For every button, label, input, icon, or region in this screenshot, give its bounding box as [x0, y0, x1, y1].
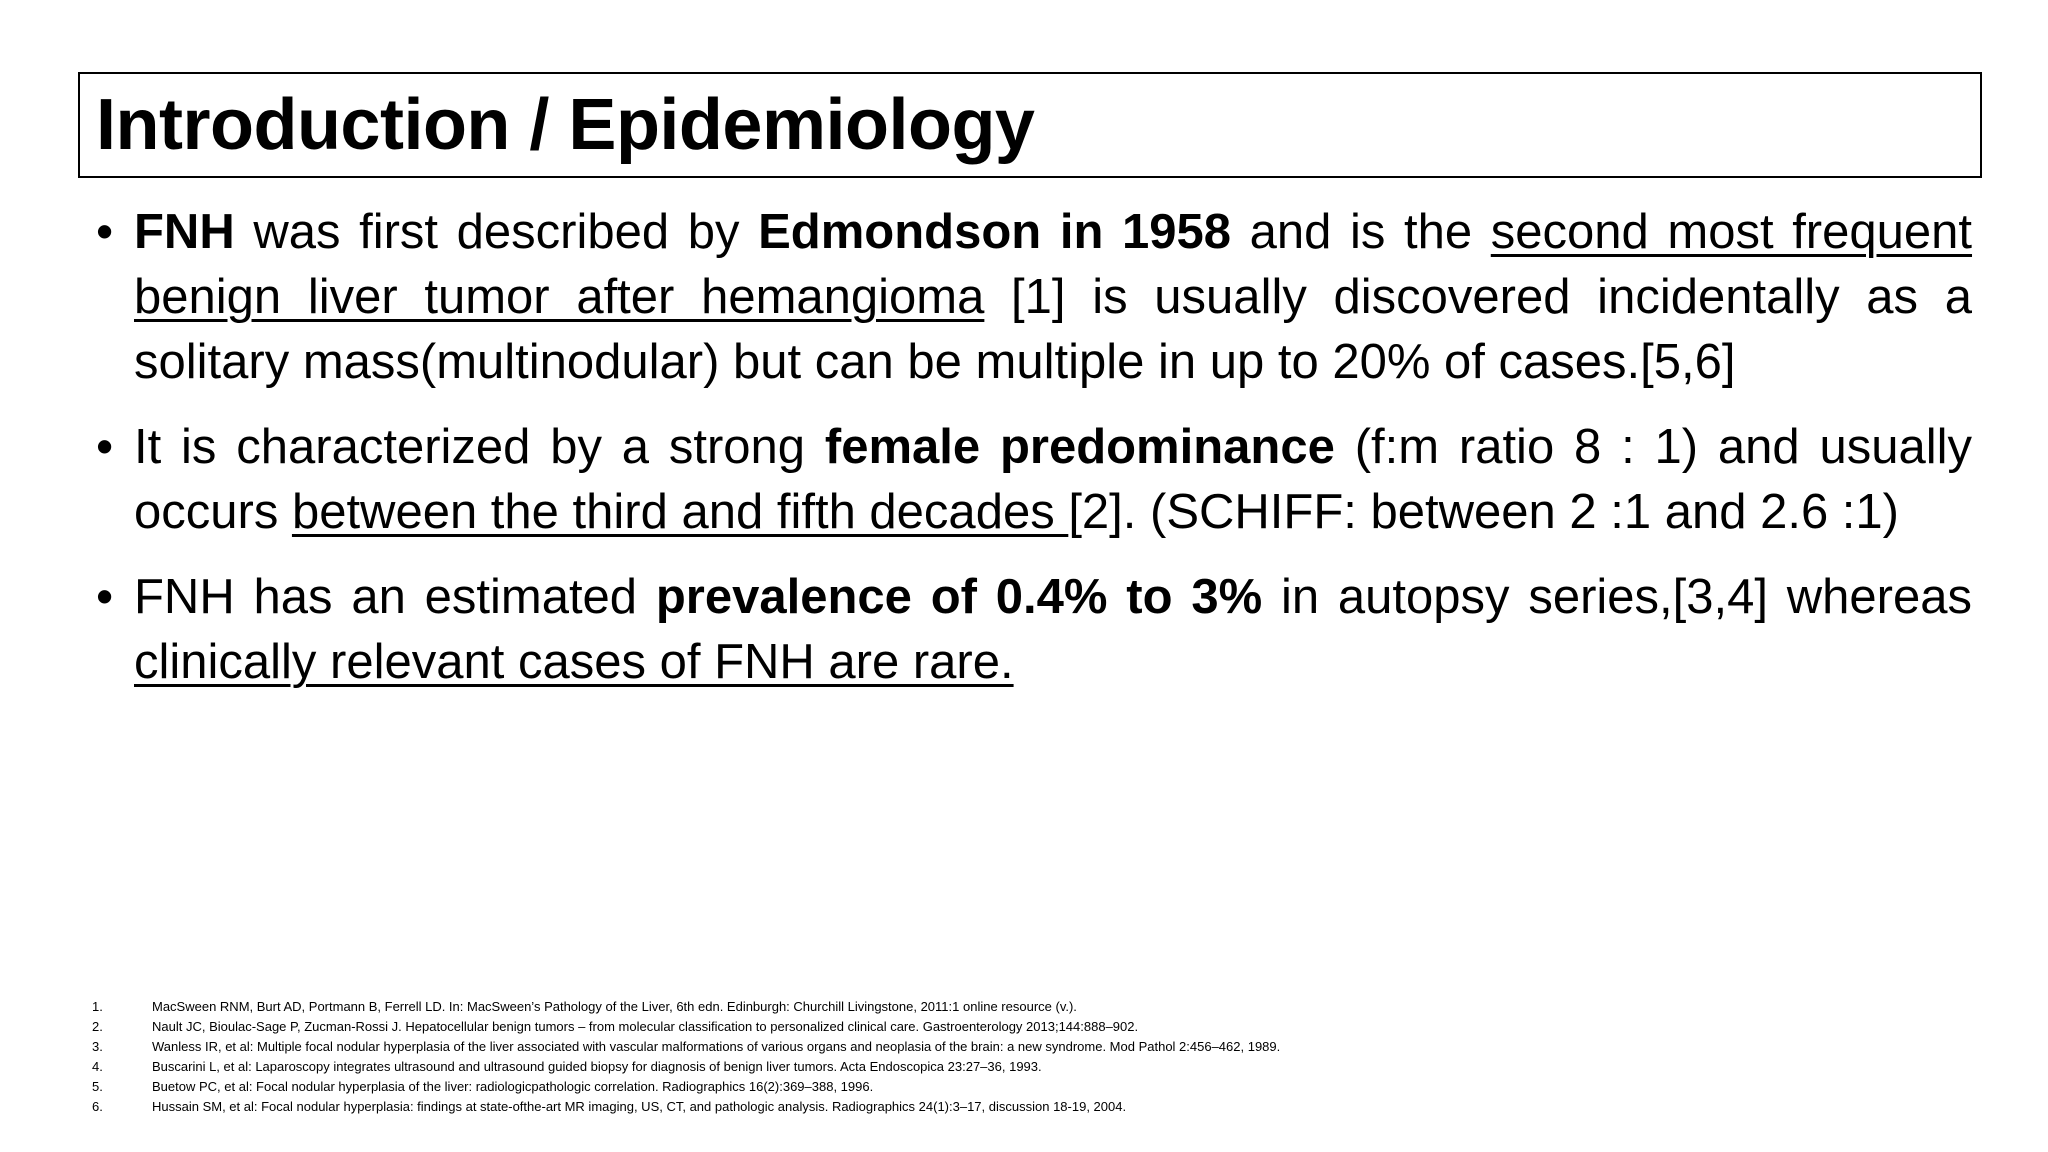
bullet-text-segment: clinically relevant cases of FNH are rare. [134, 635, 1014, 689]
bullet-text-segment: It is characterized by a strong [134, 420, 825, 474]
bullet-text-segment: second most frequent benign liver tumor after hemangioma [134, 205, 1973, 324]
bullet-text-segment: [1] is usually discovered incidentally as a solitary mass(multinodular) but can be multiple in up to 20% of cases.[5,6] [134, 270, 1972, 389]
reference-number: 2. [92, 1019, 103, 1034]
reference-text: Buetow PC, et al: Focal nodular hyperplasia of the liver: radiologicpathologic correlation. Radiographics 16(2):369–388, 1996. [152, 1079, 874, 1094]
bullet-text-segment: FNH [134, 205, 235, 259]
bullet-dot-icon: • [96, 420, 114, 474]
reference-item [92, 1097, 1280, 1117]
reference-text: Hussain SM, et al: Focal nodular hyperplasia: findings at state-ofthe-art MR imaging, US, CT, and pathologic analysis. Radiographics 24(1):3–17, discussion 18-19, 2004. [152, 1099, 1127, 1114]
reference-number: 1. [92, 999, 103, 1014]
reference-text: Buscarini L, et al: Laparoscopy integrates ultrasound and ultrasound guided biopsy for diagnosis of benign liver tumors. Acta Endoscopica 23:27–36, 1993. [152, 1059, 1042, 1074]
bullet-text-segment: and is the [1231, 205, 1491, 259]
bullet-text-segment: prevalence of 0.4% to 3% [655, 570, 1263, 624]
bullet-text-segment: Edmondson in 1958 [758, 205, 1232, 259]
reference-number: 4. [92, 1059, 103, 1074]
reference-item [92, 1017, 1280, 1037]
bullet-text-segment: between the third and fifth decades [291, 485, 1069, 539]
reference-number: 5. [92, 1079, 103, 1094]
reference-number: 6. [92, 1099, 103, 1114]
reference-item [92, 1037, 1280, 1057]
title-box [78, 72, 1982, 178]
reference-list [92, 997, 1280, 1117]
bullet-text-segment: female predominance [824, 420, 1335, 474]
reference-text: Wanless IR, et al: Multiple focal nodular hyperplasia of the liver associated with vascular malformations of various organs and neoplasia of the brain: a new syndrome. Mod Pathol 2:456–462, 1989. [152, 1039, 1281, 1054]
bullet-text-segment: was first described by [234, 205, 759, 259]
bullet-text-segment: [2]. (SCHIFF: between 2 :1 and 2.6 :1) [1068, 485, 1899, 539]
slide-title: Introduction / Epidemiology [96, 85, 1035, 165]
bullet-text-segment: in autopsy series,[3,4] whereas [1262, 570, 1973, 624]
reference-item [92, 1057, 1280, 1077]
reference-text: MacSween RNM, Burt AD, Portmann B, Ferrell LD. In: MacSween’s Pathology of the Liver, 6th edn. Edinburgh: Churchill Livingstone, 2011:1 online resource (v.). [152, 999, 1077, 1014]
reference-number: 3. [92, 1039, 103, 1054]
bullet-list [96, 200, 1972, 715]
bullet-item [96, 415, 1972, 545]
bullet-item [96, 200, 1972, 395]
reference-item [92, 997, 1280, 1017]
bullet-dot-icon: • [96, 570, 114, 624]
reference-item [92, 1077, 1280, 1097]
bullet-text-segment: (f:m ratio 8 : 1) and usually occurs [134, 420, 1973, 539]
bullet-dot-icon: • [96, 205, 114, 259]
bullet-item [96, 565, 1972, 695]
bullet-text-segment: FNH has an estimated [134, 570, 656, 624]
reference-text: Nault JC, Bioulac-Sage P, Zucman-Rossi J. Hepatocellular benign tumors – from molecular classification to personalized clinical care. Gastroenterology 2013;144:888–902. [152, 1019, 1139, 1034]
